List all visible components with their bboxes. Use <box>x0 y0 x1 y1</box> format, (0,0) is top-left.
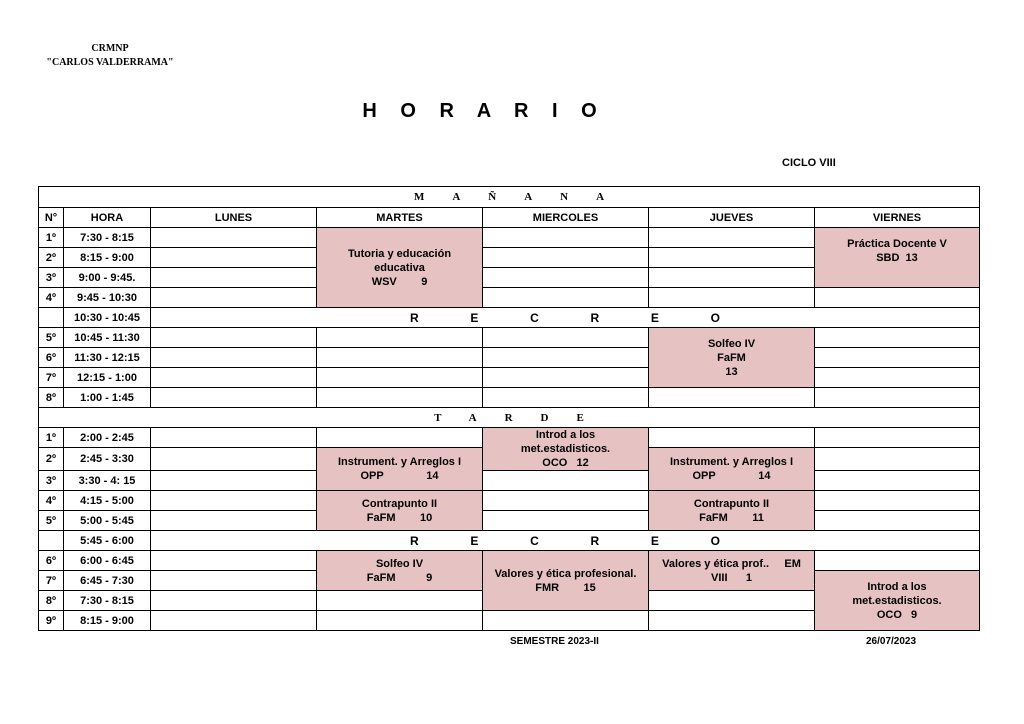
recess-row <box>39 308 980 328</box>
recess-letter: R <box>410 533 419 548</box>
course-cell <box>649 551 815 591</box>
table-row <box>39 471 980 491</box>
cell-empty <box>483 511 649 531</box>
cell-empty <box>815 328 980 348</box>
row-time: 5:00 - 5:45 <box>64 511 151 531</box>
course-name: Contrapunto II <box>361 497 438 510</box>
cell-empty <box>151 511 317 531</box>
header-row <box>39 208 980 228</box>
cell-empty <box>151 491 317 511</box>
cycle-label: CICLO VIII <box>782 157 836 169</box>
cell-empty <box>483 368 649 388</box>
row-number: 7º <box>39 368 64 388</box>
course-name: Tutoria y educación <box>347 247 452 260</box>
cell-empty <box>151 428 317 448</box>
row-number: 5º <box>39 511 64 531</box>
cell-empty <box>483 388 649 408</box>
section-row-morning <box>39 187 980 208</box>
row-number <box>39 531 64 551</box>
cell-empty <box>649 388 815 408</box>
course-code: 13 <box>725 365 738 378</box>
course-cell <box>649 448 815 491</box>
course-teacher: OPP 14 <box>692 470 771 482</box>
course-cell <box>649 491 815 531</box>
row-number: 3º <box>39 268 64 288</box>
cell-empty <box>815 428 980 448</box>
cell-empty <box>815 388 980 408</box>
recess-letter: C <box>530 533 539 548</box>
header-jueves: JUEVES <box>649 208 815 228</box>
row-number: 1º <box>39 428 64 448</box>
cell-empty <box>151 388 317 408</box>
recess-letter: E <box>470 533 479 548</box>
row-time: 8:15 - 9:00 <box>64 611 151 631</box>
row-number: 8º <box>39 388 64 408</box>
cell-empty <box>649 428 815 448</box>
course-teacher: VIII 1 <box>711 571 752 584</box>
cell-empty <box>815 551 980 571</box>
row-number: 8º <box>39 591 64 611</box>
course-cell <box>815 228 980 288</box>
row-time: 12:15 - 1:00 <box>64 368 151 388</box>
cell-empty <box>151 368 317 388</box>
course-name: Contrapunto II <box>693 497 770 510</box>
cell-empty <box>483 248 649 268</box>
cell-empty <box>483 328 649 348</box>
row-time: 5:45 - 6:00 <box>64 531 151 551</box>
row-time: 2:00 - 2:45 <box>64 428 151 448</box>
cell-empty <box>151 571 317 591</box>
row-time: 10:45 - 11:30 <box>64 328 151 348</box>
row-time: 6:00 - 6:45 <box>64 551 151 571</box>
cell-empty <box>151 288 317 308</box>
course-cell <box>317 448 483 491</box>
cell-empty <box>815 448 980 471</box>
cell-empty <box>151 591 317 611</box>
cell-empty <box>815 491 980 511</box>
course-teacher: OCO 12 <box>542 457 589 469</box>
cell-empty <box>151 551 317 571</box>
row-time: 4:15 - 5:00 <box>64 491 151 511</box>
row-number: 2º <box>39 248 64 268</box>
recess-letter: O <box>710 310 720 325</box>
section-row-afternoon <box>39 408 980 428</box>
row-time: 9:45 - 10:30 <box>64 288 151 308</box>
recess-letter: E <box>650 533 659 548</box>
recess-letter: R <box>410 310 419 325</box>
row-time: 11:30 - 12:15 <box>64 348 151 368</box>
table-row <box>39 511 980 531</box>
row-time: 2:45 - 3:30 <box>64 448 151 471</box>
course-name: Valores y ética prof.. EM <box>662 557 801 570</box>
course-name: Introd a los <box>535 429 596 441</box>
cell-empty <box>815 348 980 368</box>
row-number: 5º <box>39 328 64 348</box>
cell-empty <box>815 288 980 308</box>
course-cell <box>317 551 483 591</box>
course-cell <box>649 328 815 388</box>
cell-empty <box>483 348 649 368</box>
recess-label <box>151 531 980 551</box>
recess-letter: R <box>590 310 600 325</box>
course-teacher: FaFM 9 <box>366 571 433 584</box>
row-number: 4º <box>39 491 64 511</box>
cell-empty <box>483 288 649 308</box>
schedule-table <box>38 186 980 631</box>
course-cell <box>317 491 483 531</box>
course-teacher: SBD 13 <box>876 251 918 264</box>
section-morning-title: MAÑANA <box>39 187 980 208</box>
cell-empty <box>317 368 483 388</box>
course-name: Práctica Docente V <box>847 237 947 250</box>
cell-empty <box>815 368 980 388</box>
date-label: 26/07/2023 <box>866 636 917 647</box>
cell-empty <box>317 591 483 611</box>
course-name: Valores y ética profesional. <box>494 567 637 580</box>
cell-empty <box>483 228 649 248</box>
recess-letter: E <box>470 310 479 325</box>
row-number: 7º <box>39 571 64 591</box>
cell-empty <box>483 491 649 511</box>
institution-name: CRMNP <box>91 43 129 54</box>
recess-letter: R <box>590 533 600 548</box>
course-name: Solfeo IV <box>375 557 424 570</box>
course-cell <box>317 228 483 308</box>
cell-empty <box>649 288 815 308</box>
cell-empty <box>317 611 483 631</box>
row-time: 7:30 - 8:15 <box>64 228 151 248</box>
cell-empty <box>649 248 815 268</box>
table-row <box>39 328 980 348</box>
cell-empty <box>151 248 317 268</box>
cell-empty <box>483 471 649 491</box>
table-row <box>39 348 980 368</box>
cell-empty <box>151 348 317 368</box>
row-time: 3:30 - 4: 15 <box>64 471 151 491</box>
cell-empty <box>649 228 815 248</box>
course-name-cont: educativa <box>374 261 425 274</box>
table-row <box>39 368 980 388</box>
course-teacher: WSV 9 <box>371 275 428 288</box>
row-number: 6º <box>39 348 64 368</box>
course-cell <box>815 571 980 631</box>
row-number: 2º <box>39 448 64 471</box>
row-time: 10:30 - 10:45 <box>64 308 151 328</box>
row-number: 4º <box>39 288 64 308</box>
course-teacher: FaFM <box>717 351 746 364</box>
row-number: 1º <box>39 228 64 248</box>
table-row <box>39 491 980 511</box>
header-num: N° <box>39 208 64 228</box>
header-hora: HORA <box>64 208 151 228</box>
cell-empty <box>483 268 649 288</box>
header-martes: MARTES <box>317 208 483 228</box>
header-viernes: VIERNES <box>815 208 980 228</box>
row-time: 1:00 - 1:45 <box>64 388 151 408</box>
recess-letter: C <box>530 310 539 325</box>
cell-empty <box>317 428 483 448</box>
course-teacher: OCO 9 <box>876 608 918 621</box>
cell-empty <box>151 228 317 248</box>
header-lunes: LUNES <box>151 208 317 228</box>
row-time: 6:45 - 7:30 <box>64 571 151 591</box>
table-row <box>39 288 980 308</box>
course-name-cont: met.estadisticos. <box>852 594 942 607</box>
cell-empty <box>815 511 980 531</box>
course-name: Solfeo IV <box>707 337 756 350</box>
course-teacher: OPP 14 <box>360 470 439 482</box>
table-row <box>39 228 980 248</box>
cell-empty <box>151 328 317 348</box>
course-name-cont: met.estadisticos. <box>520 443 611 455</box>
institution-subname: "CARLOS VALDERRAMA" <box>46 57 174 68</box>
course-name: Introd a los <box>867 580 927 593</box>
cell-empty <box>317 388 483 408</box>
cell-empty <box>483 611 649 631</box>
cell-empty <box>151 471 317 491</box>
row-time: 9:00 - 9:45. <box>64 268 151 288</box>
course-name: Instrument. y Arreglos I <box>337 456 462 468</box>
row-time: 7:30 - 8:15 <box>64 591 151 611</box>
row-number: 6º <box>39 551 64 571</box>
row-number <box>39 308 64 328</box>
cell-empty <box>317 328 483 348</box>
cell-empty <box>649 268 815 288</box>
semester-label: SEMESTRE 2023-II <box>510 636 599 647</box>
course-teacher: FaFM 11 <box>699 511 764 524</box>
table-row <box>39 388 980 408</box>
cell-empty <box>649 591 815 611</box>
table-row <box>39 428 980 448</box>
cell-empty <box>151 448 317 471</box>
table-row <box>39 551 980 571</box>
course-teacher: FaFM 10 <box>366 511 433 524</box>
header-miercoles: MIERCOLES <box>483 208 649 228</box>
cell-empty <box>815 471 980 491</box>
page-title: H O R A R I O <box>362 100 606 122</box>
recess-label <box>151 308 980 328</box>
course-teacher: FMR 15 <box>535 581 596 594</box>
cell-empty <box>151 268 317 288</box>
recess-letter: O <box>710 533 720 548</box>
row-number: 3º <box>39 471 64 491</box>
section-afternoon-title: TARDE <box>39 408 980 428</box>
course-cell <box>483 428 649 471</box>
row-time: 8:15 - 9:00 <box>64 248 151 268</box>
recess-letter: E <box>650 310 659 325</box>
cell-empty <box>151 611 317 631</box>
cell-empty <box>649 611 815 631</box>
cell-empty <box>317 348 483 368</box>
recess-row <box>39 531 980 551</box>
course-name: Instrument. y Arreglos I <box>669 456 794 468</box>
row-number: 9º <box>39 611 64 631</box>
course-cell <box>483 551 649 611</box>
